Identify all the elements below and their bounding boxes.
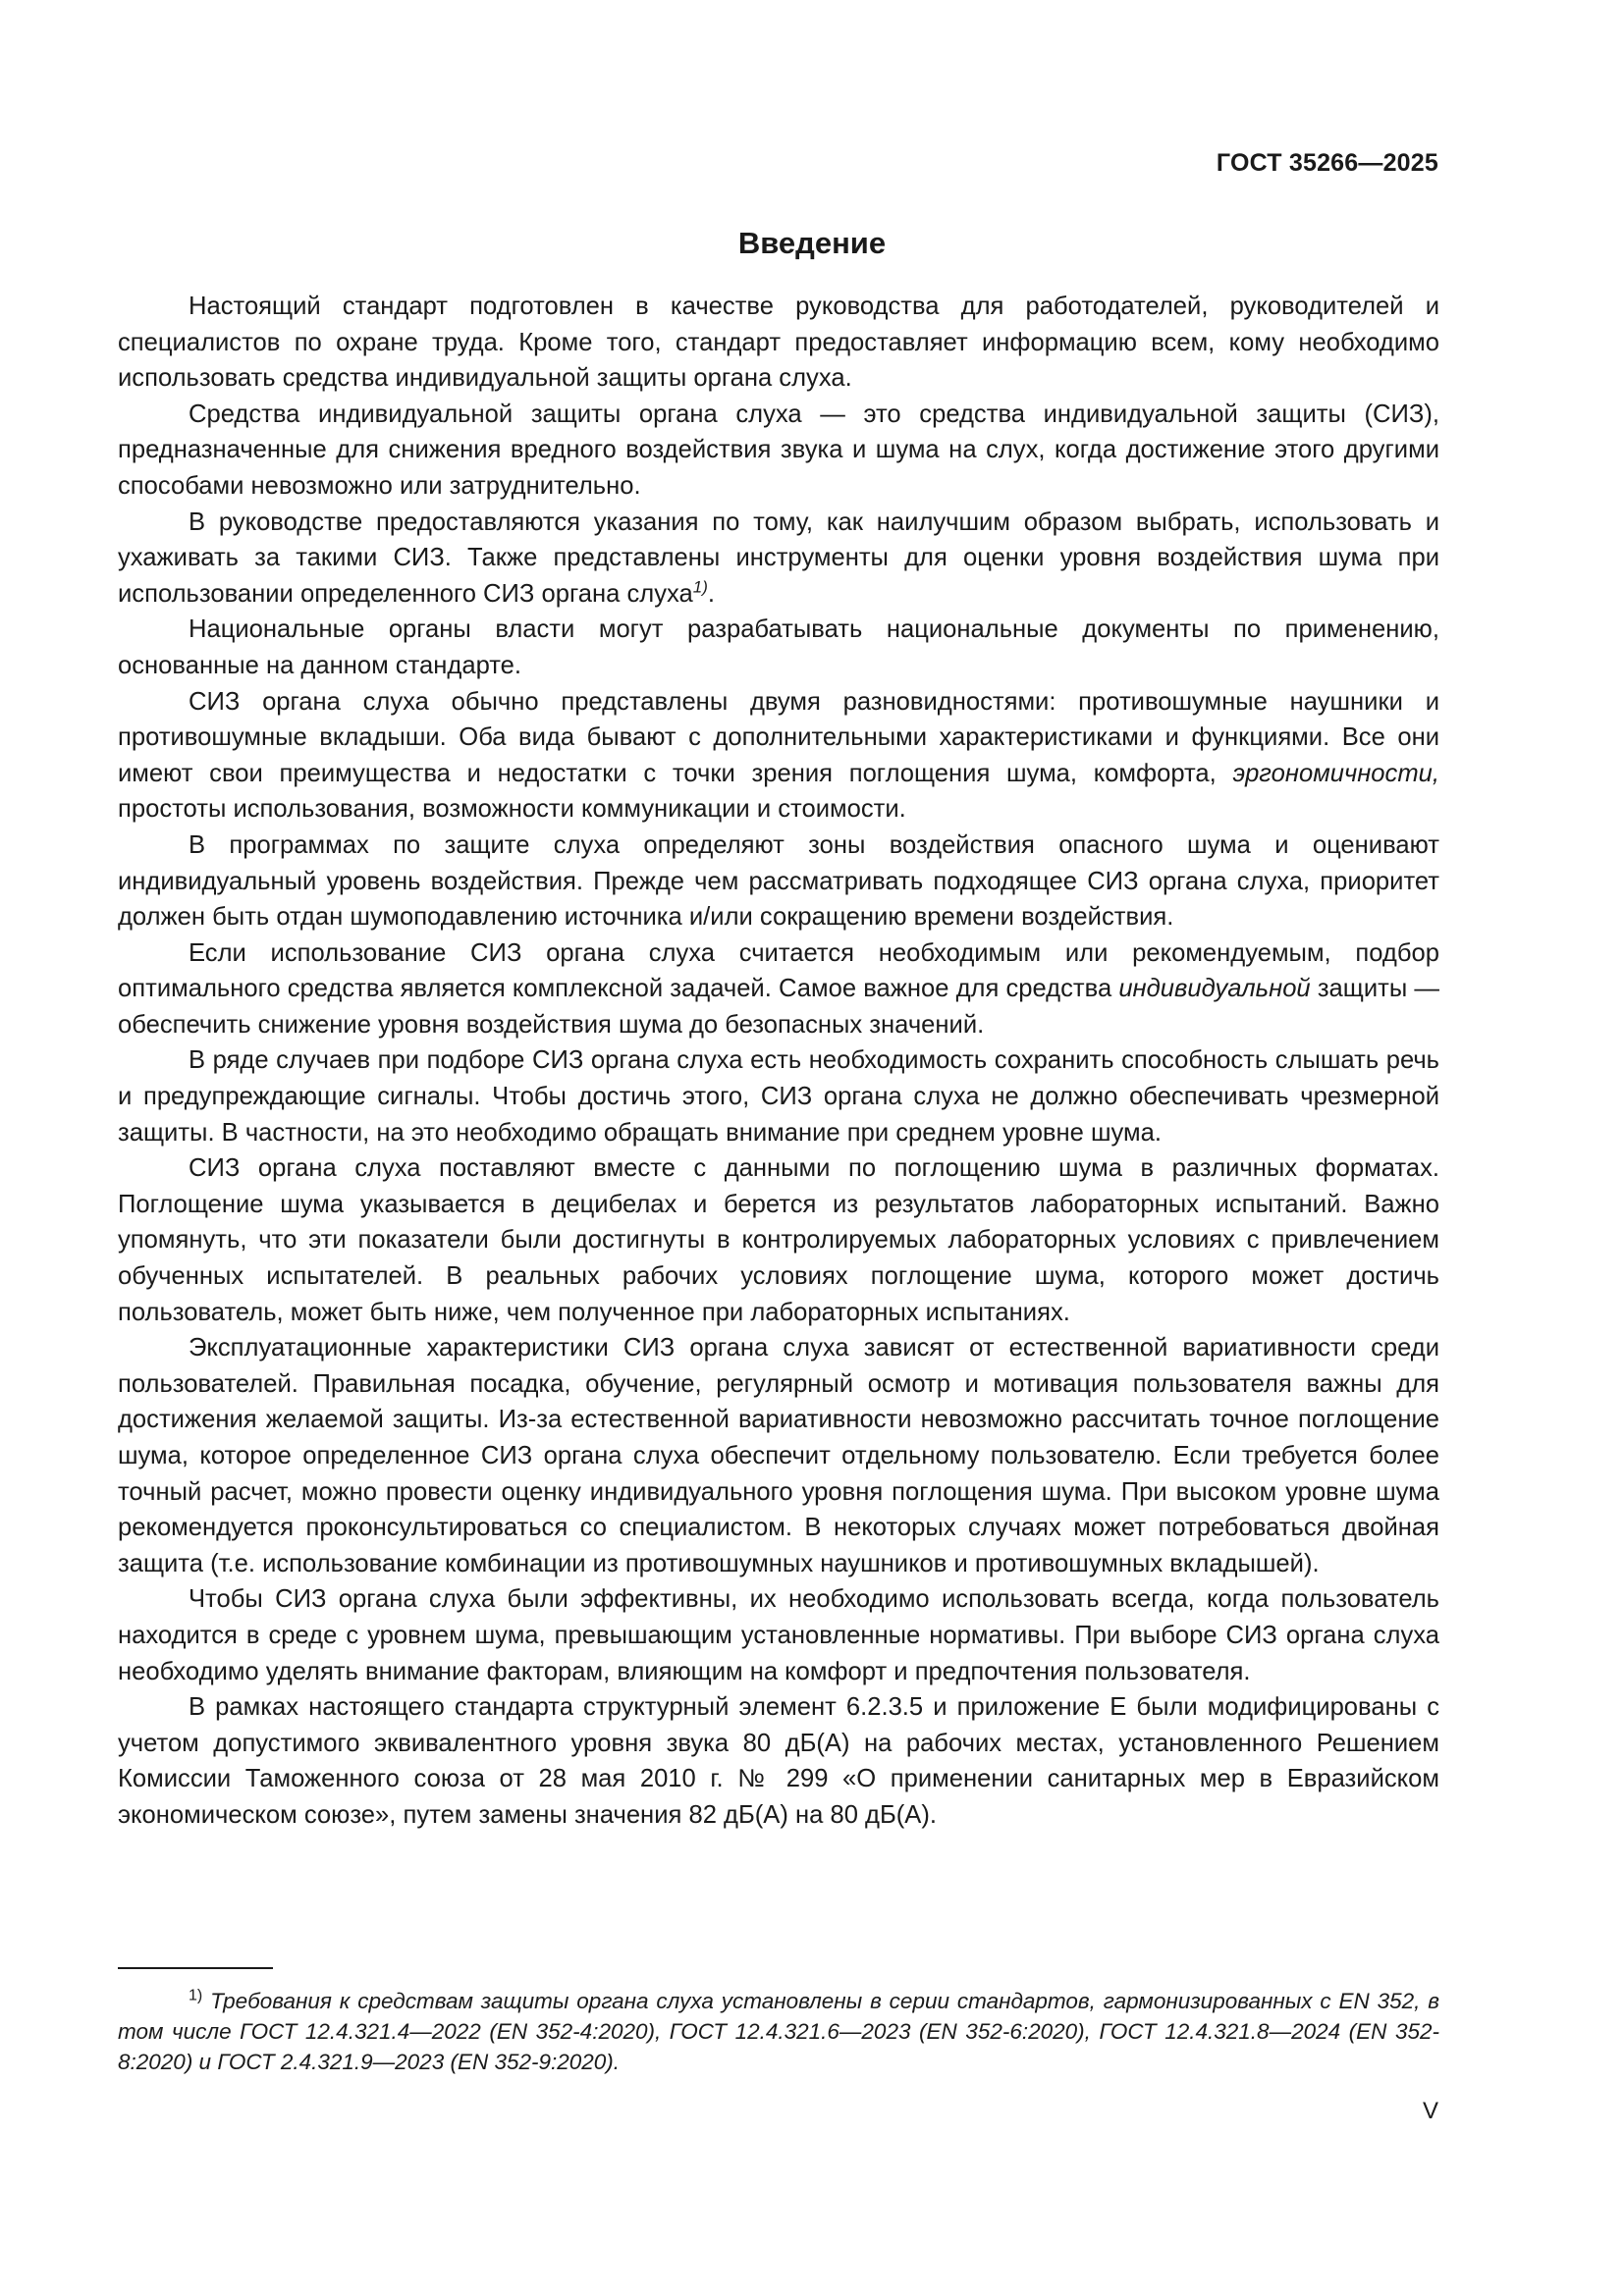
section-title: Введение xyxy=(737,226,887,260)
paragraph-10: Эксплуатационные характеристики СИЗ органа слуха зависят от естественной вариативности среди пользователей. Правильная посадка, обучение, регулярный осмотр и мотивация пользователя важны для достижения желаемой защиты. Из-за естественной вариативности невозможно рассчитать точное поглощение шума, которое определенное СИЗ органа слуха обеспечит отдельному пользователю. Если требуется более точный расчет, можно провести оценку индивидуального уровня поглощения шума. При высоком уровне шума рекомендуется проконсультироваться со специалистом. В некоторых случаях может потребоваться двойная защита (т.е. использование комбинации из противошумных наушников и противошумных вкладышей). xyxy=(118,1334,1439,1577)
paragraph-7-text-b: защиты — обеспечить снижение уровня воздействия шума до безопасных значений. xyxy=(118,975,1439,1039)
paragraph-6: В программах по защите слуха определяют зоны воздействия опасного шума и оценивают индивидуальный уровень воздействия. Прежде чем рассматривать подходящее СИЗ органа слуха, приоритет должен быть отдан шумоподавлению источника и/или сокращению времени воздействия. xyxy=(118,830,1439,932)
paragraph-5 xyxy=(118,684,1439,828)
document-code-header: ГОСТ 35266—2025 xyxy=(1216,149,1438,177)
page-number: V xyxy=(1422,2098,1438,2124)
paragraph-7-italic: индивидуальной xyxy=(1118,975,1311,1003)
paragraph-4: Национальные органы власти могут разрабатывать национальные документы по применению, основанные на данном стандарте. xyxy=(118,615,1439,679)
footnote-text: Требования к средствам защиты органа слуха установлены в серии стандартов, гармонизированных с EN 352, в том числе ГОСТ 12.4.321.4—2022 (EN 352-4:2020), ГОСТ 12.4.321.6—2023 (EN 352-6:2020), ГОСТ 12.4.321.8—2024 (EN 352-8:2020) и ГОСТ 2.4.321.9—2023 (EN 352-9:2020). xyxy=(118,1989,1439,2074)
paragraph-7-text-a: Если использование СИЗ органа слуха считается необходимым или рекомендуемым, подбор оптимального средства является комплексной задачей. Самое важное для средства xyxy=(118,938,1439,1003)
paragraph-5-italic: эргономичности, xyxy=(1232,759,1439,787)
footnote-paragraph xyxy=(118,1986,1439,2077)
body-text xyxy=(118,289,1439,1834)
footnote-divider xyxy=(118,1967,273,1969)
paragraph-3-end: . xyxy=(707,579,715,608)
paragraph-5-text-a: СИЗ органа слуха обычно представлены двумя разновидностями: противошумные наушники и противошумные вкладыши. Оба вида бывают с дополнительными характеристиками и функциями. Все они имеют свои преимущества и недостатки с точки зрения поглощения шума, комфорта, xyxy=(118,687,1439,787)
paragraph-5-text-b: простоты использования, возможности коммуникации и стоимости. xyxy=(118,795,906,824)
paragraph-2: Средства индивидуальной защиты органа слуха — это средства индивидуальной защиты (СИЗ), предназначенные для снижения вредного воздействия звука и шума на слух, когда достижение этого другими способами невозможно или затруднительно. xyxy=(118,400,1439,500)
paragraph-3 xyxy=(118,505,1439,613)
paragraph-8: В ряде случаев при подборе СИЗ органа слуха есть необходимость сохранить способность слышать речь и предупреждающие сигналы. Чтобы достичь этого, СИЗ органа слуха не должно обеспечивать чрезмерной защиты. В частности, на это необходимо обращать внимание при среднем уровне шума. xyxy=(118,1046,1439,1147)
paragraph-11: Чтобы СИЗ органа слуха были эффективны, их необходимо использовать всегда, когда пользователь находится в среде с уровнем шума, превышающим установленные нормативы. При выборе СИЗ органа слуха необходимо уделять внимание факторам, влияющим на комфорт и предпочтения пользователя. xyxy=(118,1585,1439,1685)
footnote-reference[interactable]: 1) xyxy=(692,577,708,597)
footnote-mark: 1) xyxy=(189,1987,203,2004)
paragraph-12: В рамках настоящего стандарта структурный элемент 6.2.3.5 и приложение Е были модифицированы с учетом допустимого эквивалентного уровня звука 80 дБ(А) на рабочих местах, установленного Решением Комиссии Таможенного союза от 28 мая 2010 г. № 299 «О применении санитарных мер в Евразийском экономическом союзе», путем замены значения 82 дБ(А) на 80 дБ(А). xyxy=(118,1693,1439,1829)
footnote xyxy=(118,1986,1439,2077)
paragraph-3-text: В руководстве предоставляются указания по тому, как наилучшим образом выбрать, использовать и ухаживать за такими СИЗ. Также представлены инструменты для оценки уровня воздействия шума при использовании определенного СИЗ органа слуха xyxy=(118,507,1439,608)
paragraph-9: СИЗ органа слуха поставляют вместе с данными по поглощению шума в различных форматах. Поглощение шума указывается в децибелах и берется из результатов лабораторных испытаний. Важно упомянуть, что эти показатели были достигнуты в контролируемых лабораторных условиях с привлечением обученных испытателей. В реальных рабочих условиях поглощение шума, которого может достичь пользователь, может быть ниже, чем полученное при лабораторных испытаниях. xyxy=(118,1154,1439,1326)
paragraph-7 xyxy=(118,935,1439,1043)
paragraph-1: Настоящий стандарт подготовлен в качестве руководства для работодателей, руководителей и специалистов по охране труда. Кроме того, стандарт предоставляет информацию всем, кому необходимо использовать средства индивидуальной защиты органа слуха. xyxy=(118,293,1439,393)
